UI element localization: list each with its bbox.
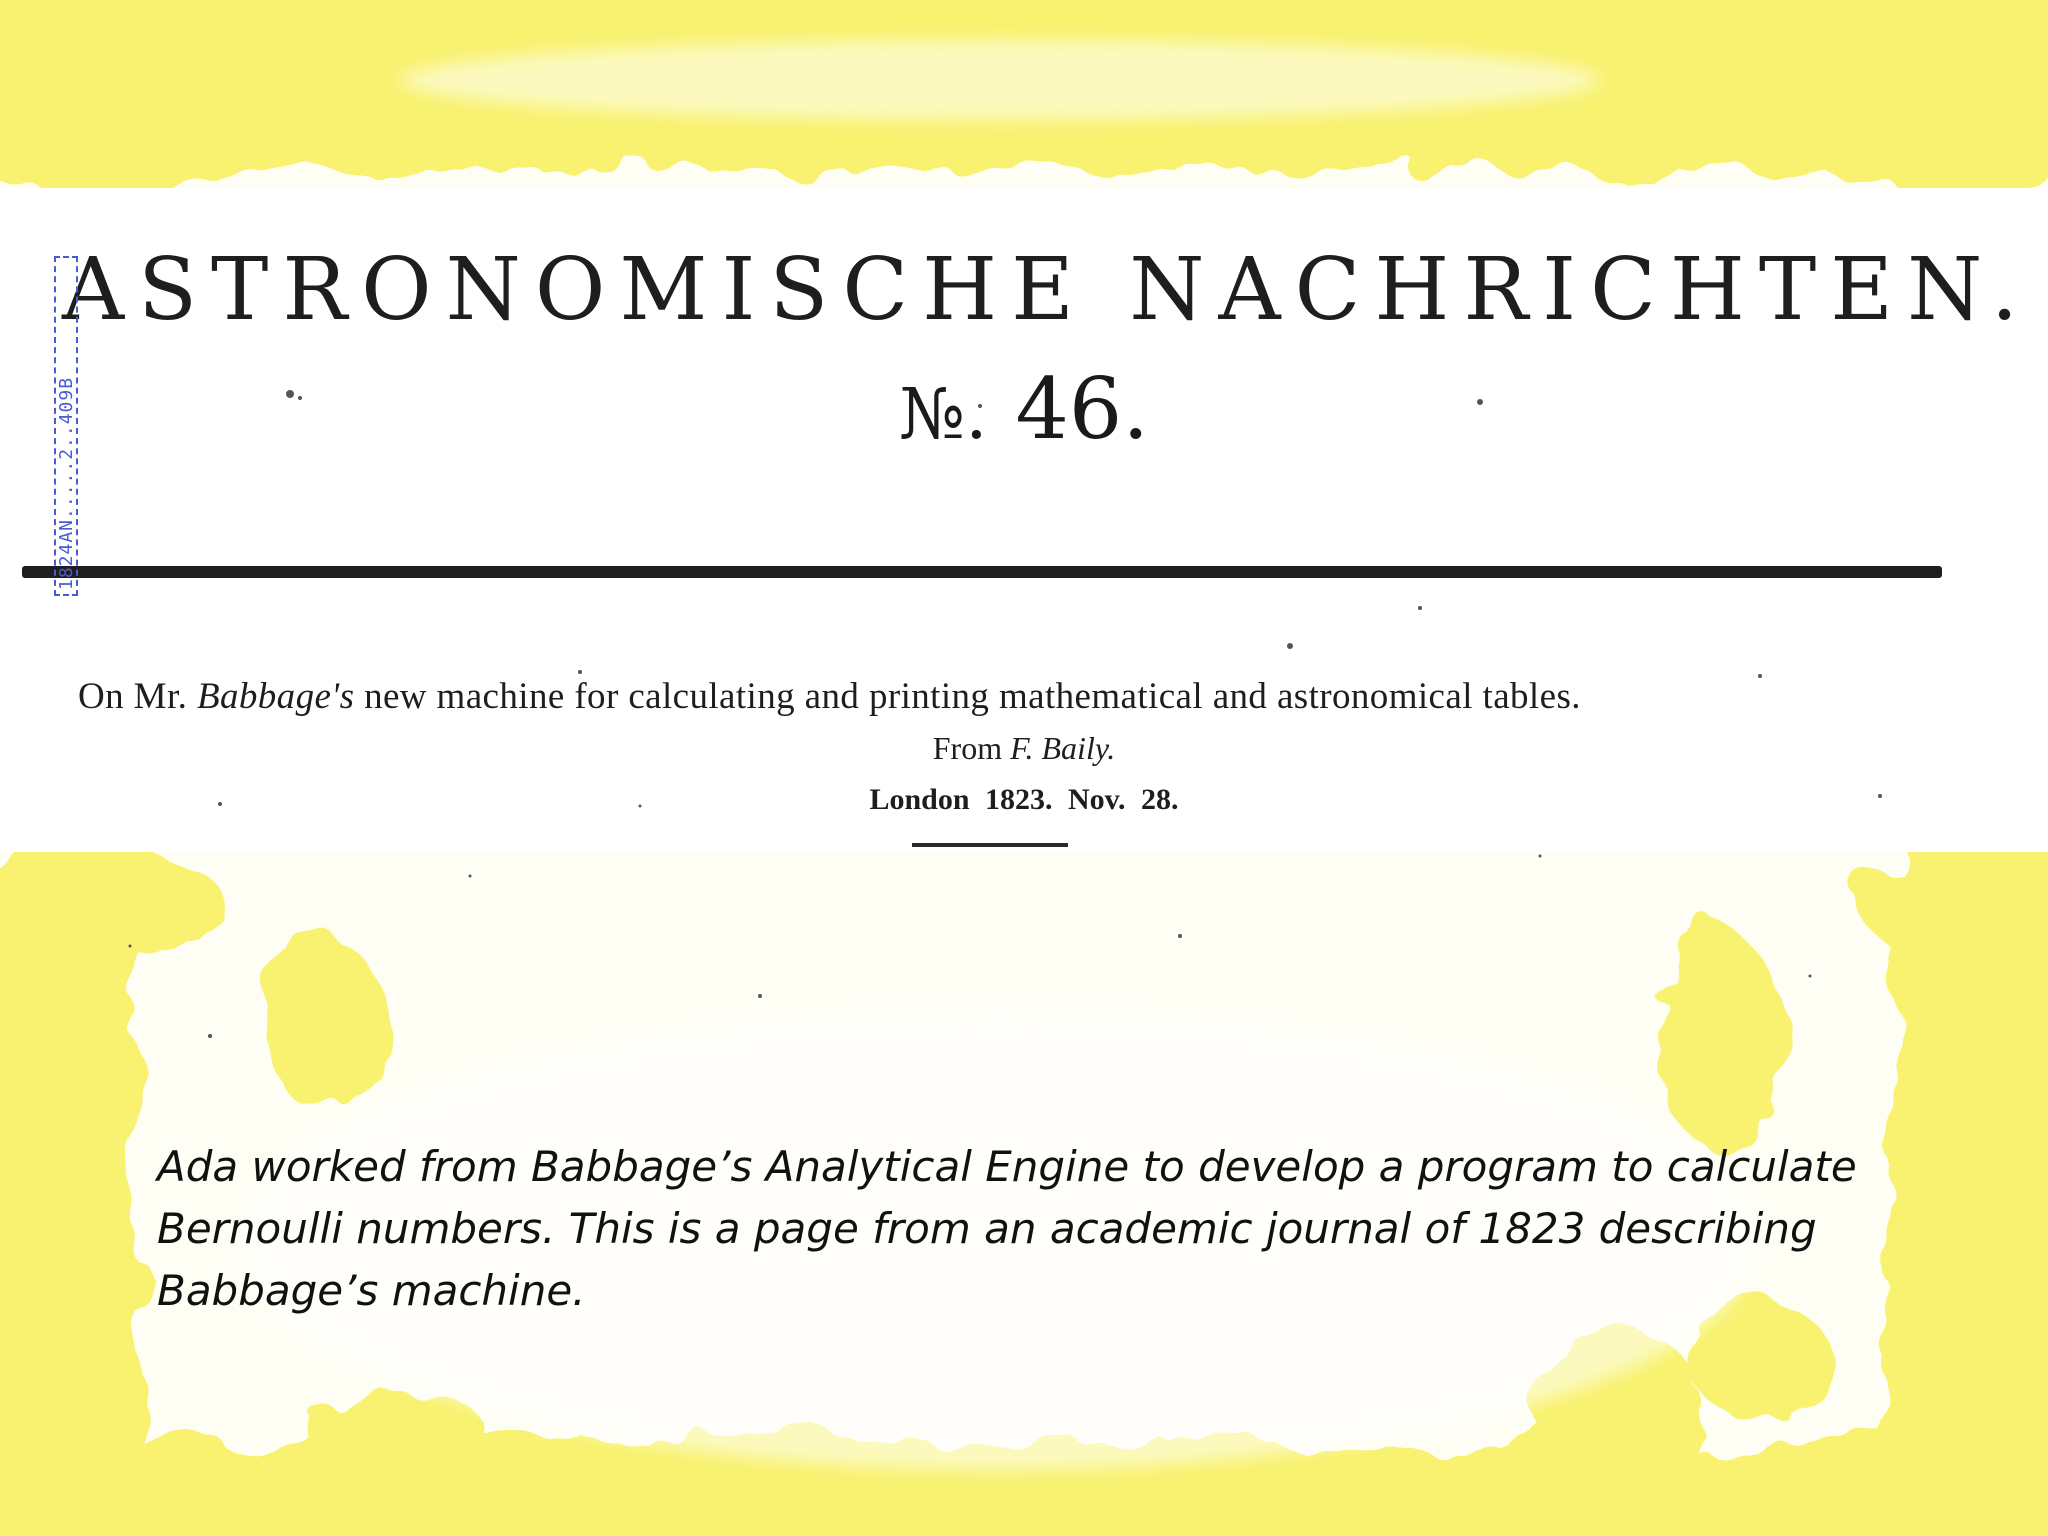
- byline-author: F. Baily.: [1010, 730, 1116, 766]
- article-byline: [0, 730, 2048, 767]
- library-stamp-text: 1824AN.....2..409B: [56, 376, 77, 590]
- article-title: [78, 675, 1898, 718]
- title-short-rule: [912, 843, 1068, 847]
- title-rest: new machine for calculating and printing mathematical and astronomical tables.: [364, 676, 1581, 717]
- article-dateline: London 1823. Nov. 28.: [869, 783, 1179, 816]
- byline-prefix: From: [932, 730, 1003, 766]
- slide-caption: Ada worked from Babbage’s Analytical Engine to develop a program to calculate Bernoulli numbers. This is a page from an academic journal of 1823 describing Babbage’s machine.: [157, 1142, 1857, 1315]
- issue-value: 46.: [1015, 360, 1150, 458]
- title-name: Babbage's: [196, 676, 355, 717]
- journal-masthead: ASTRONOMISCHE NACHRICHTEN.: [62, 240, 2033, 340]
- issue-symbol: №.: [898, 373, 988, 455]
- title-prefix: On Mr.: [78, 676, 188, 717]
- issue-number: [0, 360, 2048, 458]
- masthead-rule: [22, 566, 1942, 578]
